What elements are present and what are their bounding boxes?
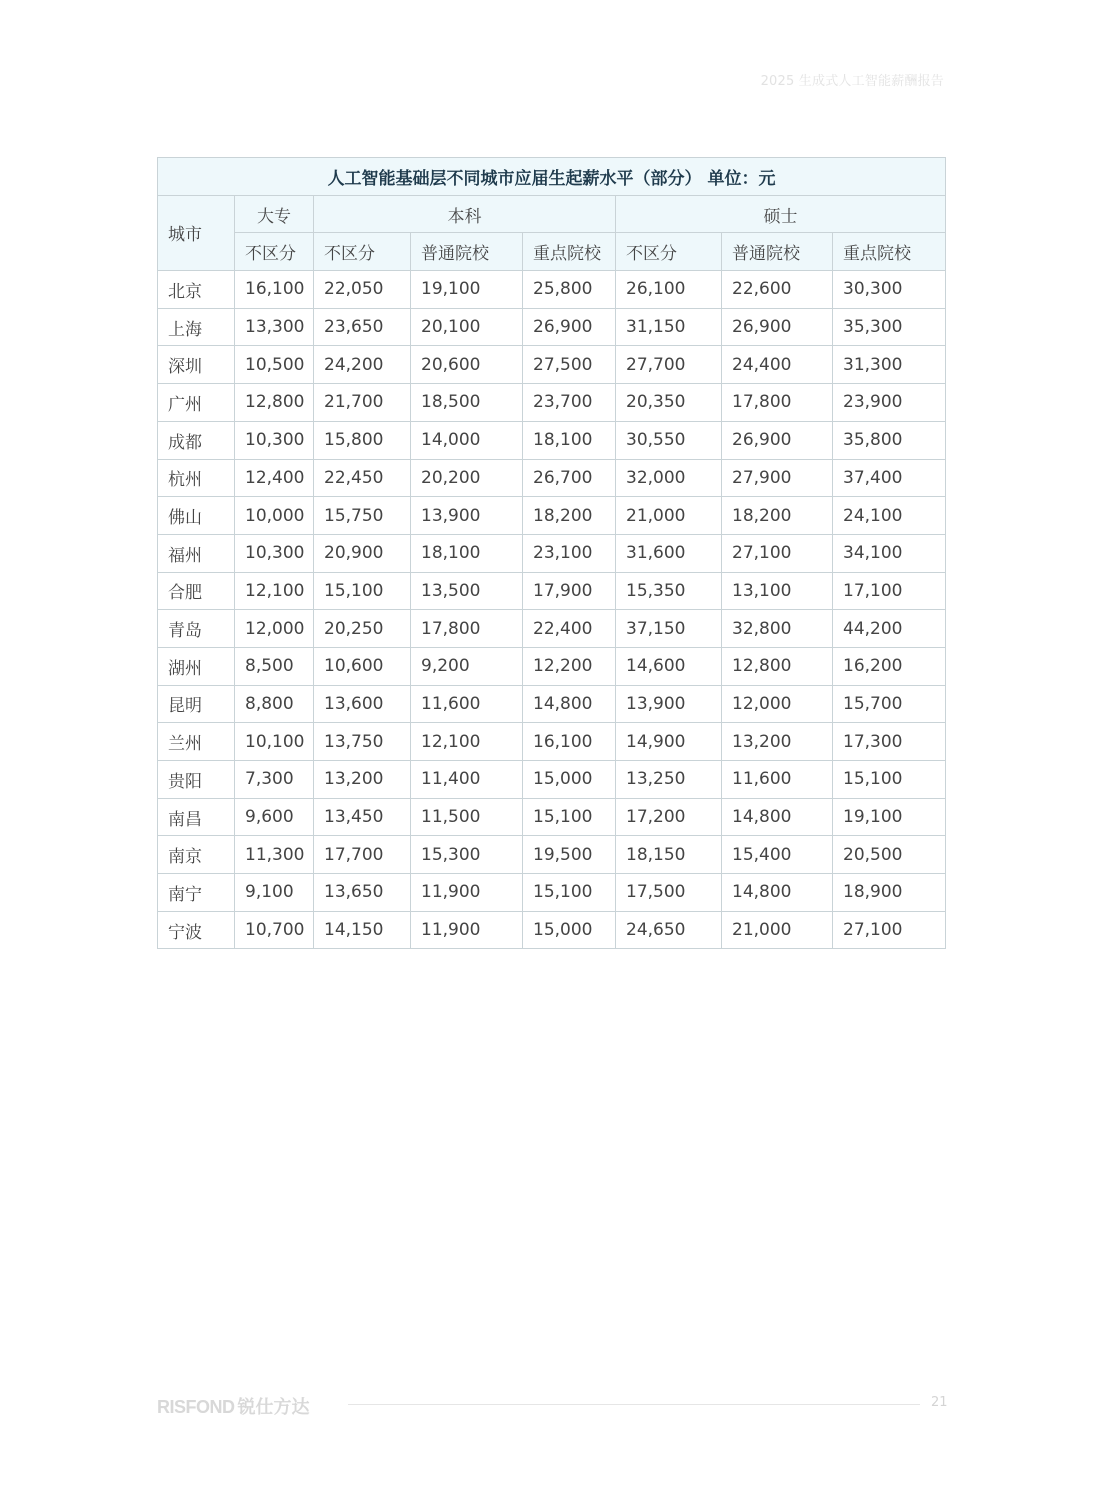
salary-cell: 14,000	[411, 421, 523, 459]
salary-cell: 34,100	[833, 534, 946, 572]
salary-cell: 30,300	[833, 271, 946, 309]
salary-cell: 13,200	[314, 761, 411, 799]
salary-cell: 25,800	[523, 271, 616, 309]
salary-cell: 44,200	[833, 610, 946, 648]
salary-cell: 17,800	[411, 610, 523, 648]
salary-cell: 15,100	[523, 874, 616, 912]
column-group-bachelor: 本科	[314, 195, 616, 233]
salary-cell: 20,200	[411, 459, 523, 497]
table-row	[158, 610, 946, 648]
salary-cell: 13,900	[411, 497, 523, 535]
page-number: 21	[931, 1395, 948, 1410]
salary-cell: 24,200	[314, 346, 411, 384]
salary-cell: 15,000	[523, 911, 616, 949]
table-row	[158, 346, 946, 384]
salary-cell: 23,100	[523, 534, 616, 572]
table-row	[158, 798, 946, 836]
salary-cell: 8,800	[235, 685, 314, 723]
city-cell: 上海	[158, 308, 235, 346]
salary-cell: 10,000	[235, 497, 314, 535]
salary-cell: 13,100	[722, 572, 833, 610]
column-header-city: 城市	[158, 195, 235, 270]
salary-cell: 12,100	[411, 723, 523, 761]
salary-cell: 22,450	[314, 459, 411, 497]
salary-cell: 19,100	[833, 798, 946, 836]
city-cell: 北京	[158, 271, 235, 309]
salary-cell: 20,900	[314, 534, 411, 572]
salary-cell: 16,100	[523, 723, 616, 761]
salary-cell: 17,200	[616, 798, 722, 836]
salary-cell: 15,700	[833, 685, 946, 723]
salary-cell: 17,100	[833, 572, 946, 610]
salary-cell: 18,100	[523, 421, 616, 459]
city-cell: 广州	[158, 384, 235, 422]
salary-cell: 24,650	[616, 911, 722, 949]
salary-cell: 13,650	[314, 874, 411, 912]
salary-cell: 14,900	[616, 723, 722, 761]
table-row	[158, 647, 946, 685]
salary-cell: 15,750	[314, 497, 411, 535]
column-group-master: 硕士	[616, 195, 946, 233]
salary-cell: 8,500	[235, 647, 314, 685]
subheader-cell: 不区分	[235, 233, 314, 271]
salary-table	[157, 157, 946, 949]
table-row	[158, 271, 946, 309]
salary-cell: 11,600	[722, 761, 833, 799]
salary-cell: 27,100	[722, 534, 833, 572]
salary-cell: 31,150	[616, 308, 722, 346]
salary-cell: 23,900	[833, 384, 946, 422]
salary-cell: 30,550	[616, 421, 722, 459]
table-row	[158, 384, 946, 422]
salary-cell: 15,800	[314, 421, 411, 459]
table-group-row	[158, 195, 946, 233]
salary-cell: 21,000	[722, 911, 833, 949]
table-row	[158, 836, 946, 874]
city-cell: 宁波	[158, 911, 235, 949]
salary-cell: 37,400	[833, 459, 946, 497]
salary-cell: 10,300	[235, 534, 314, 572]
table-title-row	[158, 158, 946, 196]
salary-cell: 27,500	[523, 346, 616, 384]
salary-cell: 20,100	[411, 308, 523, 346]
city-cell: 贵阳	[158, 761, 235, 799]
salary-cell: 26,900	[722, 308, 833, 346]
subheader-cell: 普通院校	[722, 233, 833, 271]
salary-cell: 35,800	[833, 421, 946, 459]
salary-cell: 17,500	[616, 874, 722, 912]
salary-cell: 18,200	[523, 497, 616, 535]
salary-cell: 10,600	[314, 647, 411, 685]
salary-cell: 10,300	[235, 421, 314, 459]
salary-cell: 18,100	[411, 534, 523, 572]
logo-text-cn: 锐仕方达	[237, 1397, 310, 1417]
table-header	[158, 158, 946, 271]
footer-divider	[348, 1404, 920, 1405]
salary-cell: 15,100	[314, 572, 411, 610]
salary-cell: 23,700	[523, 384, 616, 422]
subheader-cell: 不区分	[616, 233, 722, 271]
table-row	[158, 761, 946, 799]
city-cell: 昆明	[158, 685, 235, 723]
city-cell: 兰州	[158, 723, 235, 761]
salary-cell: 13,200	[722, 723, 833, 761]
salary-cell: 32,000	[616, 459, 722, 497]
salary-cell: 24,400	[722, 346, 833, 384]
salary-cell: 27,700	[616, 346, 722, 384]
salary-cell: 11,900	[411, 911, 523, 949]
city-cell: 杭州	[158, 459, 235, 497]
subheader-cell: 重点院校	[833, 233, 946, 271]
salary-cell: 21,000	[616, 497, 722, 535]
salary-cell: 9,100	[235, 874, 314, 912]
salary-cell: 17,300	[833, 723, 946, 761]
salary-cell: 20,500	[833, 836, 946, 874]
salary-cell: 15,000	[523, 761, 616, 799]
city-cell: 南宁	[158, 874, 235, 912]
salary-cell: 26,700	[523, 459, 616, 497]
salary-cell: 14,800	[722, 798, 833, 836]
salary-cell: 13,900	[616, 685, 722, 723]
salary-cell: 10,700	[235, 911, 314, 949]
salary-cell: 37,150	[616, 610, 722, 648]
salary-cell: 15,350	[616, 572, 722, 610]
salary-cell: 32,800	[722, 610, 833, 648]
salary-cell: 11,900	[411, 874, 523, 912]
salary-cell: 31,300	[833, 346, 946, 384]
footer-logo	[157, 1393, 310, 1419]
salary-cell: 22,400	[523, 610, 616, 648]
subheader-cell: 重点院校	[523, 233, 616, 271]
salary-cell: 20,350	[616, 384, 722, 422]
salary-cell: 20,600	[411, 346, 523, 384]
salary-cell: 20,250	[314, 610, 411, 648]
salary-cell: 27,900	[722, 459, 833, 497]
salary-cell: 18,150	[616, 836, 722, 874]
salary-cell: 14,800	[523, 685, 616, 723]
salary-cell: 9,200	[411, 647, 523, 685]
salary-cell: 16,200	[833, 647, 946, 685]
table-row	[158, 911, 946, 949]
salary-cell: 18,900	[833, 874, 946, 912]
salary-cell: 13,500	[411, 572, 523, 610]
table-body	[158, 271, 946, 949]
table-title: 人工智能基础层不同城市应届生起薪水平（部分） 单位：元	[158, 158, 946, 196]
salary-cell: 18,500	[411, 384, 523, 422]
salary-cell: 12,100	[235, 572, 314, 610]
salary-cell: 13,450	[314, 798, 411, 836]
table-row	[158, 421, 946, 459]
table-row	[158, 534, 946, 572]
salary-cell: 22,050	[314, 271, 411, 309]
salary-cell: 15,100	[833, 761, 946, 799]
salary-cell: 11,600	[411, 685, 523, 723]
subheader-cell: 普通院校	[411, 233, 523, 271]
salary-cell: 16,100	[235, 271, 314, 309]
salary-cell: 7,300	[235, 761, 314, 799]
salary-cell: 31,600	[616, 534, 722, 572]
salary-cell: 13,300	[235, 308, 314, 346]
salary-cell: 19,500	[523, 836, 616, 874]
salary-cell: 26,900	[523, 308, 616, 346]
salary-cell: 14,150	[314, 911, 411, 949]
table-row	[158, 497, 946, 535]
city-cell: 佛山	[158, 497, 235, 535]
salary-cell: 19,100	[411, 271, 523, 309]
table-row	[158, 723, 946, 761]
salary-cell: 15,400	[722, 836, 833, 874]
salary-cell: 15,100	[523, 798, 616, 836]
salary-cell: 15,300	[411, 836, 523, 874]
salary-cell: 12,000	[235, 610, 314, 648]
salary-cell: 17,900	[523, 572, 616, 610]
salary-cell: 23,650	[314, 308, 411, 346]
salary-cell: 14,800	[722, 874, 833, 912]
salary-cell: 10,500	[235, 346, 314, 384]
salary-cell: 14,600	[616, 647, 722, 685]
city-cell: 合肥	[158, 572, 235, 610]
table-row	[158, 572, 946, 610]
salary-cell: 12,000	[722, 685, 833, 723]
table-subheader-row	[158, 233, 946, 271]
table-row	[158, 874, 946, 912]
salary-cell: 26,100	[616, 271, 722, 309]
salary-cell: 17,800	[722, 384, 833, 422]
salary-cell: 11,400	[411, 761, 523, 799]
salary-cell: 27,100	[833, 911, 946, 949]
salary-cell: 11,500	[411, 798, 523, 836]
salary-cell: 26,900	[722, 421, 833, 459]
column-group-junior-college: 大专	[235, 195, 314, 233]
city-cell: 青岛	[158, 610, 235, 648]
salary-cell: 13,250	[616, 761, 722, 799]
city-cell: 福州	[158, 534, 235, 572]
salary-cell: 10,100	[235, 723, 314, 761]
table-row	[158, 685, 946, 723]
city-cell: 南昌	[158, 798, 235, 836]
city-cell: 深圳	[158, 346, 235, 384]
salary-cell: 35,300	[833, 308, 946, 346]
salary-cell: 18,200	[722, 497, 833, 535]
salary-cell: 17,700	[314, 836, 411, 874]
table-row	[158, 459, 946, 497]
salary-cell: 22,600	[722, 271, 833, 309]
salary-cell: 12,800	[235, 384, 314, 422]
salary-cell: 21,700	[314, 384, 411, 422]
salary-cell: 9,600	[235, 798, 314, 836]
salary-cell: 12,400	[235, 459, 314, 497]
salary-cell: 24,100	[833, 497, 946, 535]
subheader-cell: 不区分	[314, 233, 411, 271]
report-header-title: 2025 生成式人工智能薪酬报告	[760, 74, 944, 89]
salary-cell: 12,200	[523, 647, 616, 685]
city-cell: 南京	[158, 836, 235, 874]
logo-text-en: RISFOND	[157, 1397, 235, 1417]
salary-cell: 11,300	[235, 836, 314, 874]
salary-cell: 13,750	[314, 723, 411, 761]
city-cell: 湖州	[158, 647, 235, 685]
salary-cell: 12,800	[722, 647, 833, 685]
city-cell: 成都	[158, 421, 235, 459]
salary-cell: 13,600	[314, 685, 411, 723]
table-row	[158, 308, 946, 346]
